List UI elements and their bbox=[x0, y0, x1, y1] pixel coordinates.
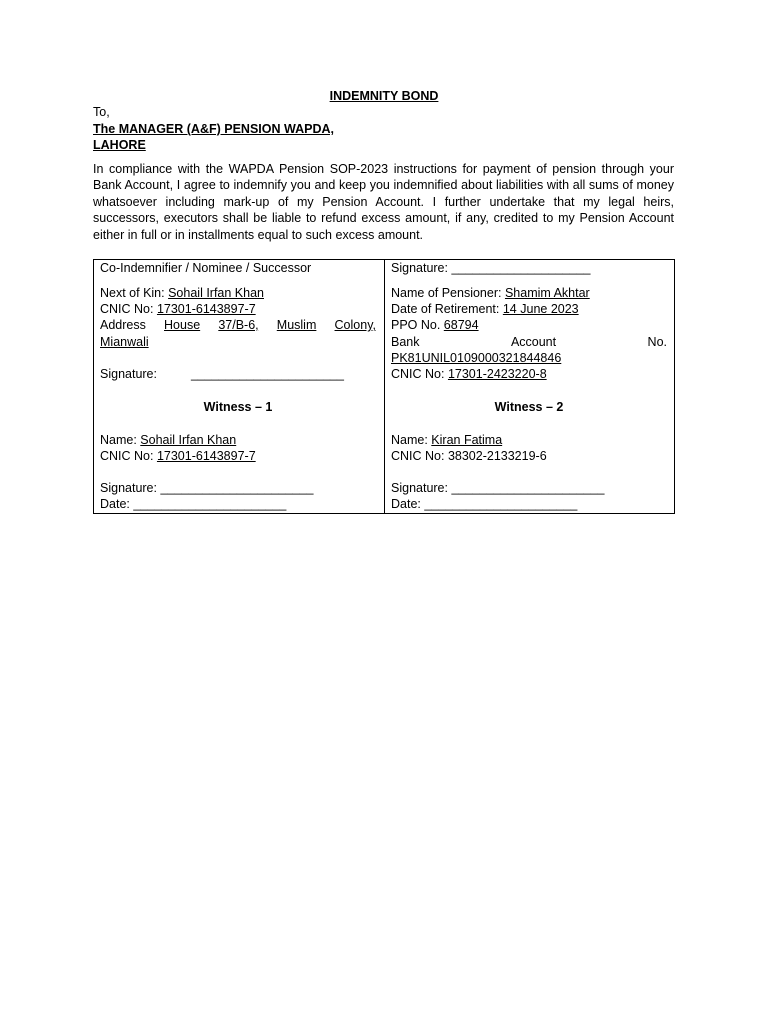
witness-1-name-label: Name: bbox=[100, 433, 141, 447]
bank-account-value: PK81UNIL0109000321844846 bbox=[391, 351, 562, 365]
address-word: 37/B-6, bbox=[218, 318, 259, 332]
signature-blank: ______________________ bbox=[190, 367, 344, 381]
bank-word: No. bbox=[647, 335, 667, 349]
pensioner-name-label: Name of Pensioner: bbox=[391, 286, 505, 300]
witness-2-name-label: Name: bbox=[391, 433, 432, 447]
witness-1-date: Date: ______________________ bbox=[100, 497, 287, 511]
address-label: Address bbox=[100, 318, 146, 332]
signature-label: Signature: bbox=[100, 367, 157, 381]
next-of-kin-value: Sohail Irfan Khan bbox=[168, 286, 264, 300]
address-row bbox=[100, 317, 376, 333]
witness-1-title: Witness – 1 bbox=[203, 400, 273, 414]
cnic-label: CNIC No: bbox=[100, 302, 157, 316]
pensioner-name-row bbox=[391, 285, 590, 301]
pensioner-cnic-row bbox=[391, 366, 547, 382]
bank-account-value-row bbox=[391, 350, 561, 366]
witness-2-name-value: Kiran Fatima bbox=[431, 433, 503, 447]
retirement-date-label: Date of Retirement: bbox=[391, 302, 503, 316]
salutation: To, bbox=[93, 105, 110, 119]
ppo-value: 68794 bbox=[443, 318, 479, 332]
bank-account-row bbox=[391, 334, 667, 350]
witness-1-cnic-value: 17301-6143897-7 bbox=[156, 449, 256, 463]
pensioner-signature-header: Signature: ____________________ bbox=[391, 261, 591, 275]
retirement-date-value: 14 June 2023 bbox=[502, 302, 579, 316]
details-table bbox=[93, 259, 675, 514]
witness-1-cnic-row bbox=[100, 448, 256, 464]
witness-2-signature: Signature: ______________________ bbox=[391, 481, 605, 495]
addressee-line-1: The MANAGER (A&F) PENSION WAPDA, bbox=[93, 122, 334, 136]
address-line-2 bbox=[100, 334, 149, 350]
bank-word: Account bbox=[510, 335, 557, 349]
address-word: Colony, bbox=[334, 318, 376, 332]
pensioner-cnic-value: 17301-2423220-8 bbox=[447, 367, 547, 381]
witness-1-name-row bbox=[100, 432, 236, 448]
next-of-kin-row bbox=[100, 285, 264, 301]
addressee bbox=[93, 121, 334, 154]
witness-1-name-value: Sohail Irfan Khan bbox=[140, 433, 237, 447]
witness-2-cnic: CNIC No: 38302-2133219-6 bbox=[391, 449, 547, 463]
co-indemnifier-header: Co-Indemnifier / Nominee / Successor bbox=[100, 261, 312, 275]
address-word: Muslim bbox=[276, 318, 317, 332]
document-title: INDEMNITY BOND bbox=[329, 89, 439, 103]
witness-2-title: Witness – 2 bbox=[494, 400, 564, 414]
body-paragraph: In compliance with the WAPDA Pension SOP-2023 instructions for payment of pension through your Bank Account, I agree to indemnify you and keep you indemnified about liabilities with all sums of money whatsoever including mark-up of my Pension Account. I further undertake that my legal heirs, successors, executors shall be liable to refund excess amount, if any, credited to my Pension Account either in full or in installments equal to such excess amount. bbox=[93, 162, 674, 242]
ppo-row bbox=[391, 317, 479, 333]
column-divider bbox=[384, 260, 385, 513]
cnic-value: 17301-6143897-7 bbox=[156, 302, 256, 316]
address-city: Mianwali bbox=[100, 335, 149, 349]
witness-2-name-row bbox=[391, 432, 502, 448]
pensioner-cnic-label: CNIC No: bbox=[391, 367, 448, 381]
witness-1-cnic-label: CNIC No: bbox=[100, 449, 157, 463]
witness-1-signature: Signature: ______________________ bbox=[100, 481, 314, 495]
witness-2-date: Date: ______________________ bbox=[391, 497, 578, 511]
co-indemnifier-signature-row bbox=[100, 366, 344, 382]
ppo-label: PPO No. bbox=[391, 318, 444, 332]
cnic-row bbox=[100, 301, 256, 317]
pensioner-name-value: Shamim Akhtar bbox=[504, 286, 590, 300]
addressee-line-2: LAHORE bbox=[93, 138, 146, 153]
address-word: House bbox=[164, 318, 201, 332]
bank-word: Bank bbox=[391, 335, 420, 349]
retirement-date-row bbox=[391, 301, 579, 317]
next-of-kin-label: Next of Kin: bbox=[100, 286, 169, 300]
